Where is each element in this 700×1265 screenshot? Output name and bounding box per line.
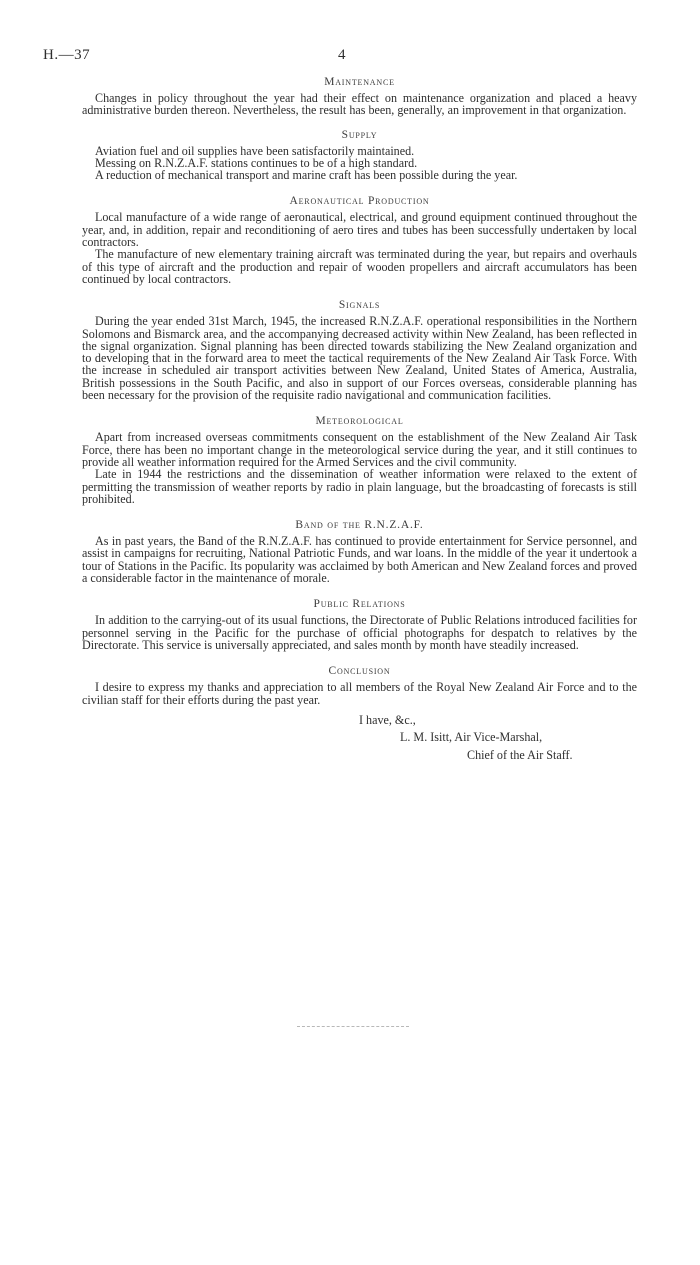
section-meteorological [82, 415, 637, 505]
paragraph: Messing on R.N.Z.A.F. stations continues to be of a high standard. [95, 155, 418, 170]
signature-block [82, 713, 637, 773]
section-heading: Meteorological [315, 415, 404, 428]
document-reference: H.—37 [43, 47, 91, 63]
section-aeronautical-production [82, 195, 637, 285]
section-signals [82, 299, 637, 401]
section-heading: Supply [341, 128, 378, 141]
document-body [82, 76, 637, 773]
section-heading: Band of the R.N.Z.A.F. [295, 519, 424, 532]
paragraph: Aviation fuel and oil supplies have been satisfactorily maintained. [95, 143, 415, 158]
section-supply [82, 129, 637, 182]
section-maintenance [82, 76, 637, 117]
section-heading: Aeronautical Production [289, 195, 430, 208]
paragraph: Changes in policy throughout the year had their effect on maintenance organization and placed a heavy administrative burden thereon. Nevertheless, the result has been, generally, an improvement in that organization. [82, 91, 637, 118]
paragraph: Local manufacture of a wide range of aeronautical, electrical, and ground equipment continued throughout the year, and, in addition, repair and reconditioning of aero tires and tubes has been successfully undertaken by local contractors. [82, 210, 637, 250]
section-heading: Conclusion [328, 665, 391, 678]
paragraph: Late in 1944 the restrictions and the dissemination of weather information were relaxed to the extent of permitting the transmission of weather reports by radio in plain language, but the broadcasting of forecasts is still prohibited. [82, 467, 637, 506]
end-rule [297, 1026, 409, 1027]
section-heading: Maintenance [324, 76, 395, 88]
paragraph: In addition to the carrying-out of its usual functions, the Directorate of Public Relations introduced facilities for personnel serving in the Pacific for the purchase of official photographs for despatch to relatives by the Directorate. This service is universally appreciated, and sales month by month have steadily increased. [82, 613, 637, 652]
paragraph: The manufacture of new elementary training aircraft was terminated during the year, but repairs and overhauls of this type of aircraft and the production and repair of wooden propellers and aircraft accumulators has been continued by local contractors. [82, 247, 637, 286]
paragraph: A reduction of mechanical transport and marine craft has been possible during the year. [95, 168, 518, 183]
signature-title: Chief of the Air Staff. [467, 747, 573, 762]
paragraph: As in past years, the Band of the R.N.Z.A.F. has continued to provide entertainment for Service personnel, and assist in campaigns for recruiting, National Patriotic Funds, and war loans. In the middle of the year it undertook a tour of Stations in the Pacific. Its popularity was acclaimed by both American and New Zealand forces and proved a considerable factor in the maintenance of morale. [82, 534, 637, 586]
section-heading: Signals [338, 299, 381, 312]
section-conclusion [82, 665, 637, 706]
section-public-relations [82, 598, 637, 651]
signature-name: L. M. Isitt, Air Vice-Marshal, [400, 729, 543, 744]
signature-closing: I have, &c., [359, 712, 416, 727]
section-band [82, 519, 637, 584]
section-heading: Public Relations [313, 598, 406, 611]
paragraph: Apart from increased overseas commitments consequent on the establishment of the New Zealand Air Task Force, there has been no important change in the meteorological service during the year, and it still continues to provide all weather information required for the Armed Services and the civil community. [82, 430, 637, 469]
paragraph: I desire to express my thanks and appreciation to all members of the Royal New Zealand Air Force and to the civilian staff for their efforts during the past year. [82, 680, 637, 707]
page-number: 4 [338, 47, 346, 63]
paragraph: During the year ended 31st March, 1945, the increased R.N.Z.A.F. operational responsibilities in the Northern Solomons and Bismarck area, and the accompanying decreased activity within New Zealand, has been reflected in the signal organization. Signal planning has been directed towards stabilizing the New Zealand organization and to developing that in the forward area to meet the tactical requirements of the New Zealand Air Task Force. With the increase in scheduled air transport activities between New Zealand, United States of America, Australia, British possessions in the South Pacific, and also in support of our Forces overseas, considerable planning has been necessary for the provision of the requisite radio navigational and communication facilities. [82, 314, 637, 403]
